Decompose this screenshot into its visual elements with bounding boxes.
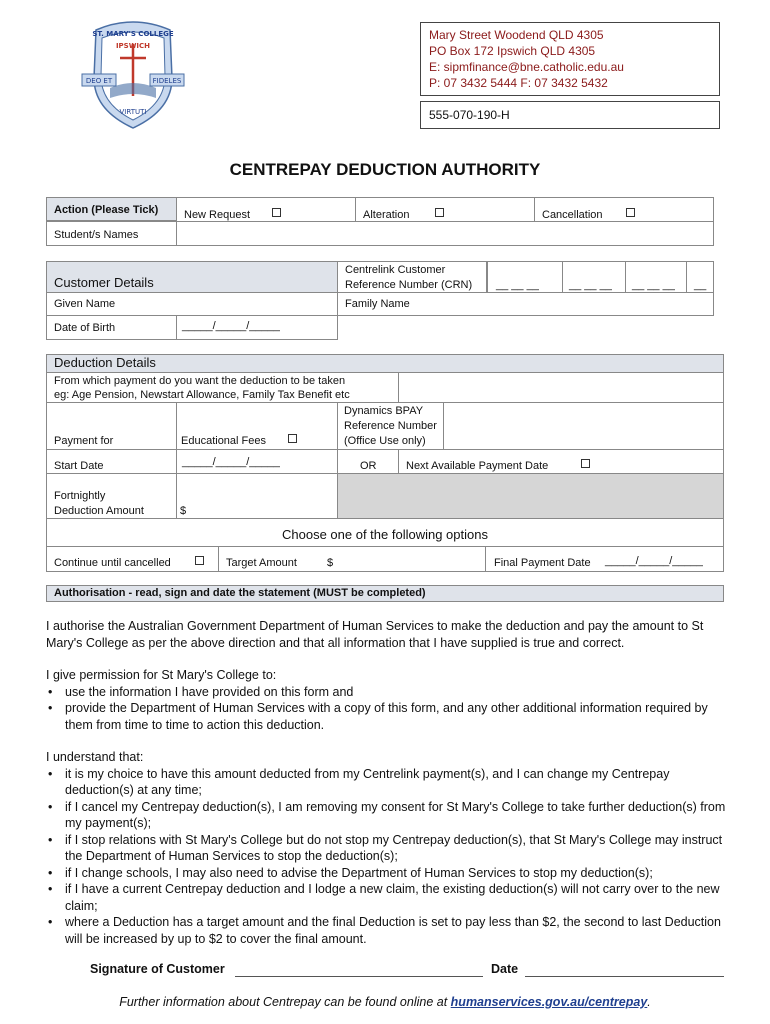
- crest-icon: [80, 18, 186, 130]
- payment-type-input[interactable]: [398, 372, 724, 403]
- address-line: Mary Street Woodend QLD 4305: [429, 28, 604, 42]
- continue-checkbox[interactable]: [195, 556, 204, 565]
- final-blank: _____/_____/_____: [605, 555, 703, 567]
- crn-blank-1: __ __ __: [496, 279, 539, 291]
- logo-bottom-text: VIRTUTI: [119, 108, 147, 116]
- cancellation-checkbox[interactable]: [626, 208, 635, 217]
- list-item: • if I change schools, I may also need to advise the Department of Human Services to stop my deduction(s);: [46, 865, 726, 882]
- signature-line[interactable]: [235, 976, 483, 977]
- logo-left-text: DEO ET: [85, 77, 113, 85]
- given-name-label: Given Name: [54, 298, 116, 310]
- payment-question-1: From which payment do you want the deduction to be taken: [54, 375, 346, 387]
- customer-heading: Customer Details: [54, 275, 154, 290]
- fortnightly-amount-input[interactable]: [176, 473, 338, 519]
- continue-label: Continue until cancelled: [54, 557, 171, 569]
- deduction-heading: Deduction Details: [54, 355, 156, 370]
- crn-blank-4: __: [694, 279, 707, 291]
- address-line: P: 07 3432 5444 F: 07 3432 5432: [429, 76, 608, 90]
- start-date-label: Start Date: [54, 460, 104, 472]
- target-dollar: $: [327, 557, 334, 569]
- list-item: • if I cancel my Centrepay deduction(s), I am removing my consent for St Mary's College to take further deduction(s) from my payment(s);: [46, 799, 726, 832]
- payment-for-label: Payment for: [54, 435, 114, 447]
- list-item: • provide the Department of Human Services with a copy of this form, and any other additional information required by them from time to time to action this deduction.: [46, 700, 726, 733]
- authorisation-text: [46, 618, 726, 947]
- new-request-label: New Request: [184, 209, 251, 221]
- alteration-label: Alteration: [363, 209, 410, 221]
- date-line[interactable]: [525, 976, 724, 977]
- family-name-label: Family Name: [345, 298, 410, 310]
- fortnightly-dollar: $: [180, 505, 187, 517]
- centrepay-link[interactable]: humanservices.gov.au/centrepay: [450, 995, 648, 1009]
- fortnightly-label-1: Fortnightly: [54, 490, 106, 502]
- permission-heading: I give permission for St Mary's College to:: [46, 668, 277, 682]
- bpay-reference-input[interactable]: [443, 402, 724, 450]
- students-label: Student/s Names: [54, 229, 139, 241]
- page-title: CENTREPAY DEDUCTION AUTHORITY: [229, 160, 541, 179]
- understanding-list: [46, 766, 726, 948]
- crn-label-1: Centrelink Customer: [345, 264, 446, 276]
- cancellation-label: Cancellation: [542, 209, 603, 221]
- signature-label: Signature of Customer: [90, 962, 225, 976]
- address-line: E: sipmfinance@bne.catholic.edu.au: [429, 60, 624, 74]
- list-item: • it is my choice to have this amount deducted from my Centrelink payment(s), and I can change my Centrepay deduction(s) at any time;: [46, 766, 726, 799]
- educational-fees-label: Educational Fees: [181, 435, 266, 447]
- fortnightly-label-2: Deduction Amount: [54, 505, 144, 517]
- footer-text: Further information about Centrepay can be found online at: [119, 995, 451, 1009]
- office-use-shaded-cell: [337, 473, 724, 519]
- date-label: Date: [491, 962, 519, 976]
- crn-label-2: Reference Number (CRN): [345, 279, 473, 291]
- new-request-checkbox[interactable]: [272, 208, 281, 217]
- crn-blank-2: __ __ __: [569, 279, 612, 291]
- understanding-heading: I understand that:: [46, 750, 144, 764]
- reference-box: 555-070-190-H: [420, 101, 720, 129]
- address-box: [420, 22, 720, 96]
- action-label: Action (Please Tick): [54, 204, 159, 216]
- footer: [0, 995, 770, 1009]
- next-available-label: Next Available Payment Date: [406, 460, 549, 472]
- authorisation-paragraph: I authorise the Australian Government Department of Human Services to make the deduction and pay the amount to St Mary's College as per the above direction and that all information that I have supplied is true and correct.: [46, 619, 704, 650]
- college-logo: [80, 18, 186, 130]
- list-item: • if I stop relations with St Mary's College but do not stop my Centrepay deduction(s), that St Mary's College may instruct the Department of Human Services to stop the deduction(s);: [46, 832, 726, 865]
- logo-right-text: FIDELES: [152, 77, 182, 85]
- educational-fees-checkbox[interactable]: [288, 434, 297, 443]
- options-heading: Choose one of the following options: [282, 527, 488, 542]
- logo-top-text: ST. MARY'S COLLEGE: [92, 30, 174, 38]
- address-line: PO Box 172 Ipswich QLD 4305: [429, 44, 596, 58]
- final-label: Final Payment Date: [494, 557, 591, 569]
- dob-label: Date of Birth: [54, 322, 116, 334]
- authorisation-heading: Authorisation - read, sign and date the statement (MUST be completed): [54, 587, 426, 599]
- dob-blank: _____/_____/_____: [182, 320, 280, 332]
- crn-blank-3: __ __ __: [632, 279, 675, 291]
- bpay-label-3: (Office Use only): [344, 435, 426, 447]
- footer-end: .: [647, 995, 651, 1009]
- permission-list: [46, 684, 726, 734]
- bpay-label-2: Reference Number: [344, 420, 437, 432]
- list-item: • use the information I have provided on this form and: [46, 684, 726, 701]
- payment-question-2: eg: Age Pension, Newstart Allowance, Family Tax Benefit etc: [54, 389, 350, 401]
- list-item: • if I have a current Centrepay deduction and I lodge a new claim, the existing deduction(s) will not carry over to the new claim;: [46, 881, 726, 914]
- list-item: • where a Deduction has a target amount and the final Deduction is set to pay less than $2, the second to last Deduction will be increased by up to $2 to cover the final amount.: [46, 914, 726, 947]
- start-date-blank: _____/_____/_____: [182, 456, 280, 468]
- alteration-checkbox[interactable]: [435, 208, 444, 217]
- target-label: Target Amount: [226, 557, 297, 569]
- logo-city-text: IPSWICH: [115, 42, 151, 50]
- or-label: OR: [360, 460, 377, 472]
- bpay-label-1: Dynamics BPAY: [344, 405, 424, 417]
- students-input[interactable]: [176, 221, 714, 246]
- next-available-checkbox[interactable]: [581, 459, 590, 468]
